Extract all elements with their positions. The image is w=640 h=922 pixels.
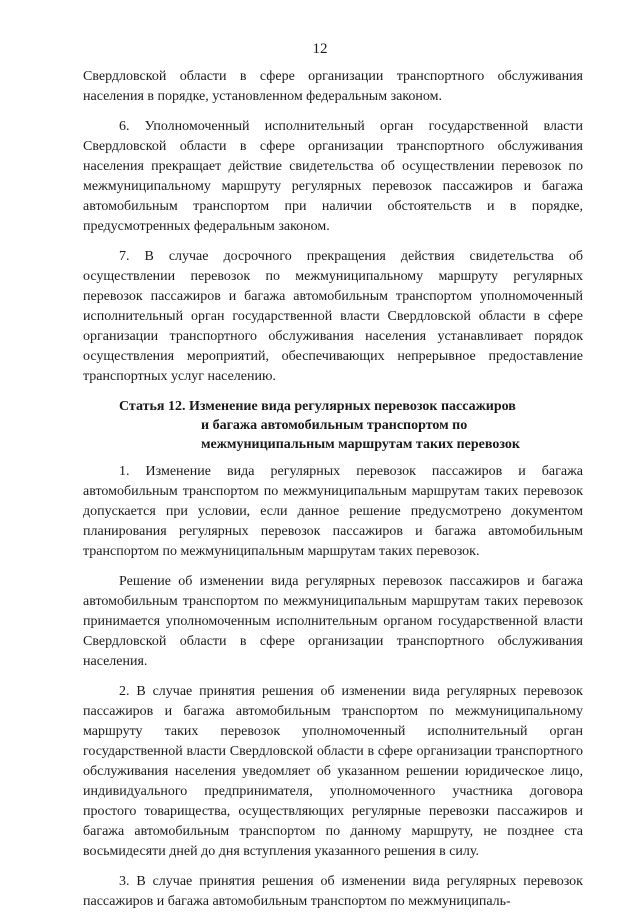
page-number: 12 [312, 41, 328, 57]
paragraph: 7. В случае досрочного прекращения действия свидетельства об осуществлении перевозок по межмуниципальному маршруту регулярных перевозок пассажиров и багажа автомобильным транспортом уполномоченный исполнительный орган государственной власти Свердловской области в сфере организации транспортного обслуживания населения устанавливает порядок осуществления мероприятий, обеспечивающих непрерывное предоставление транспортных услуг населению. [83, 249, 583, 384]
article-heading [83, 397, 583, 454]
article-heading-line: Статья 12. Изменение вида регулярных перевозок пассажиров [119, 399, 516, 414]
paragraph: 3. В случае принятия решения об изменении вида регулярных перевозок пассажиров и багажа автомобильным транспортом по межмуниципаль- [83, 874, 583, 909]
paragraph: Свердловской области в сфере организации транспортного обслуживания населения в порядке, установленном федеральным законом. [83, 69, 583, 104]
paragraph: 1. Изменение вида регулярных перевозок пассажиров и багажа автомобильным транспортом по межмуниципальным маршрутам таких перевозок допускается при условии, если данное решение предусмотрено документом планирования регулярных перевозок пассажиров и багажа автомобильным транспортом по межмуниципальным маршрутам таких перевозок. [83, 464, 583, 559]
document-body [83, 67, 583, 922]
article-heading-line: межмуниципальным маршрутам таких перевозок [201, 437, 520, 452]
paragraph: 2. В случае принятия решения об изменении вида регулярных перевозок пассажиров и багажа автомобильным транспортом по межмуниципальному маршруту таких перевозок уполномоченный исполнительный орган государственной власти Свердловской области в сфере организации транспортного обслуживания населения уведомляет об указанном решении юридическое лицо, индивидуального предпринимателя, уполномоченного участника договора простого товарищества, осуществляющих регулярные перевозки пассажиров и багажа автомобильным транспортом по данному маршруту, не позднее ста восьмидесяти дней до дня вступления указанного решения в силу. [83, 684, 583, 859]
article-heading-line: и багажа автомобильным транспортом по [201, 418, 468, 433]
paragraph: 6. Уполномоченный исполнительный орган государственной власти Свердловской области в сфере организации транспортного обслуживания населения прекращает действие свидетельства об осуществлении перевозок по межмуниципальному маршруту регулярных перевозок пассажиров и багажа автомобильным транспортом при наличии обстоятельств и в порядке, предусмотренных федеральным законом. [83, 119, 583, 234]
paragraph: Решение об изменении вида регулярных перевозок пассажиров и багажа автомобильным транспортом по межмуниципальным маршрутам таких перевозок принимается уполномоченным исполнительным органом государственной власти Свердловской области в сфере организации транспортного обслуживания населения. [83, 574, 583, 669]
